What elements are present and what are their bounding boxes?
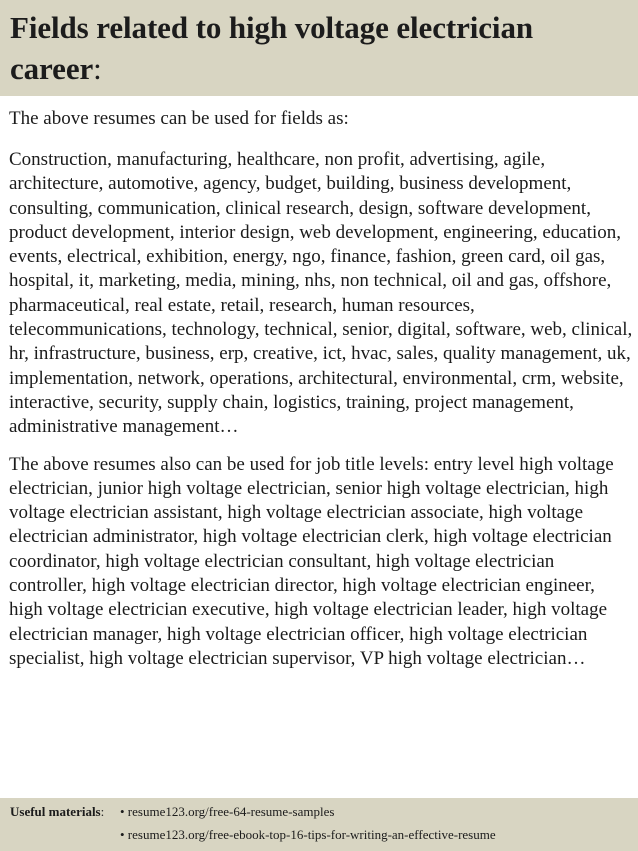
- useful-materials-label-text: Useful materials: [10, 804, 101, 819]
- resume-samples-link[interactable]: • resume123.org/free-64-resume-samples: [120, 804, 335, 819]
- page-title-colon: :: [93, 51, 102, 86]
- useful-materials-label: [10, 802, 104, 822]
- page-title: [10, 7, 628, 89]
- main-content: [9, 106, 633, 671]
- intro-text: The above resumes can be used for fields as:: [9, 108, 349, 129]
- title-bar: [0, 0, 638, 96]
- fields-paragraph: Construction, manufacturing, healthcare, non profit, advertising, agile, architecture, automotive, agency, budget, building, business development, consulting, communication, clinical research, design, software development, product development, interior design, web development, engineering, education, events, electrical, exhibition, energy, ngo, finance, fashion, green card, oil gas, hospital, it, marketing, media, mining, nhs, non technical, oil and gas, offshore, pharmaceutical, real estate, retail, research, human resources, telecommunications, technology, technical, senior, digital, software, web, clinical, hr, infrastructure, business, erp, creative, ict, hvac, sales, quality management, uk, implementation, network, operations, architectural, environmental, crm, website, interactive, security, supply chain, logistics, training, project management, administrative management…: [9, 149, 633, 438]
- page-title-text: Fields related to high voltage electrician career: [10, 10, 533, 86]
- resume-tips-ebook-link[interactable]: • resume123.org/free-ebook-top-16-tips-for-writing-an-effective-resume: [120, 827, 496, 842]
- footer-bar: [0, 798, 638, 851]
- job-levels-paragraph: The above resumes also can be used for job title levels: entry level high voltage electrician, junior high voltage electrician, senior high voltage electrician, high voltage electrician assistant, high voltage electrician associate, high voltage electrician administrator, high voltage electrician clerk, high voltage electrician coordinator, high voltage electrician consultant, high voltage electrician controller, high voltage electrician director, high voltage electrician engineer, high voltage electrician executive, high voltage electrician leader, high voltage electrician manager, high voltage electrician officer, high voltage electrician specialist, high voltage electrician supervisor, VP high voltage electrician…: [9, 453, 614, 669]
- useful-materials-label-colon: :: [100, 804, 105, 819]
